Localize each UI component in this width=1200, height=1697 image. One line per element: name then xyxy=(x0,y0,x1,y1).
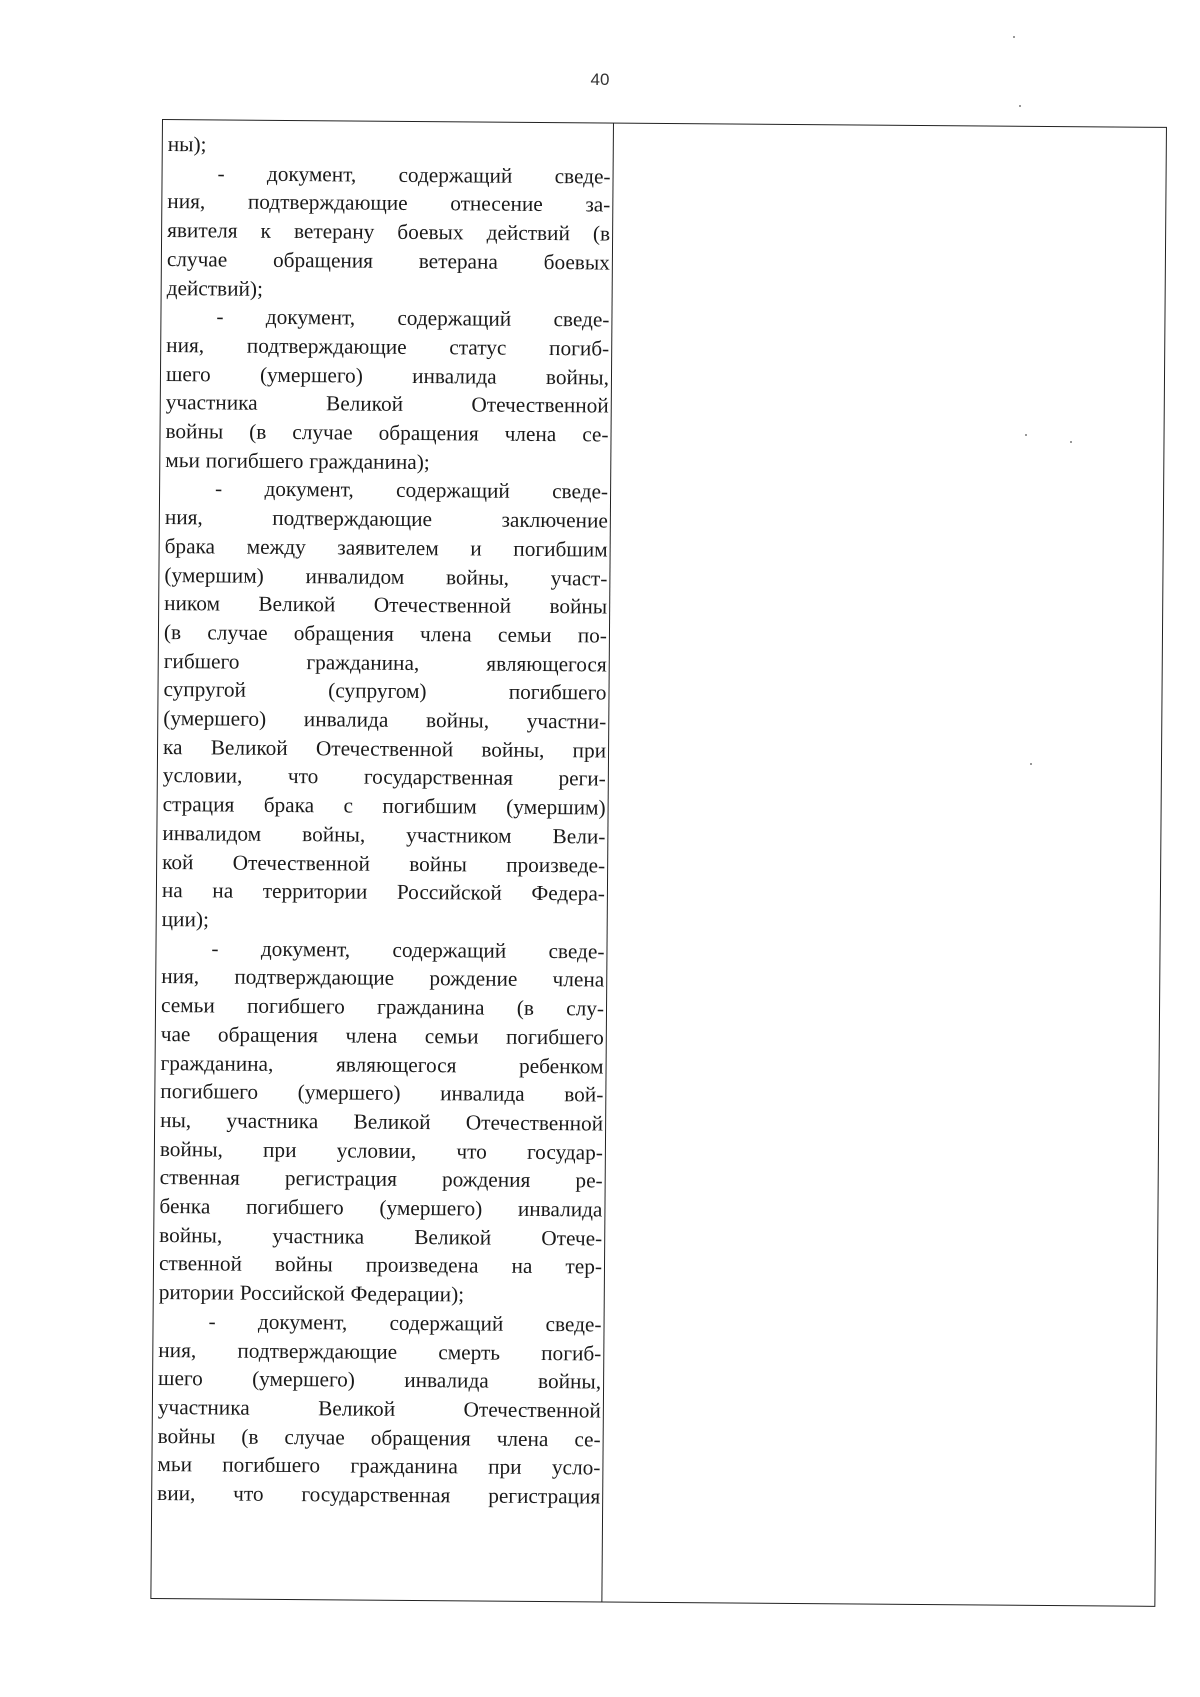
text-line: ственная регистрация рождения ре- xyxy=(159,1165,603,1193)
text-line: бенка погибшего (умершего) инвалида xyxy=(159,1194,603,1222)
text-line: гражданина, являющегося ребенком xyxy=(160,1050,604,1078)
text-line: ником Великой Отечественной войны xyxy=(164,591,608,619)
text-line: (в случае обращения члена семьи по- xyxy=(163,619,608,648)
text-line: страция брака с погибшим (умершим) xyxy=(162,792,606,820)
text-line: - документ, содержащий сведе- xyxy=(211,936,605,964)
text-line: - документ, содержащий сведе- xyxy=(215,476,609,504)
text-line: ны, участника Великой Отечественной xyxy=(160,1107,604,1136)
text-line: чае обращения члена семьи погибшего xyxy=(160,1021,604,1050)
text-line: ния, подтверждающие статус погиб- xyxy=(166,332,610,361)
text-line: (умершего) инвалида войны, участни- xyxy=(163,706,607,734)
text-line: участника Великой Отечественной xyxy=(165,390,609,418)
page-number: 40 xyxy=(590,70,610,89)
text-line: мьи погибшего гражданина при усло- xyxy=(157,1452,601,1480)
text-line: гибшего гражданина, являющегося xyxy=(163,648,607,677)
text-line: ния, подтверждающие заключение xyxy=(164,505,608,533)
text-line: ка Великой Отечественной войны, при xyxy=(162,734,607,763)
text-line: на на территории Российской Федера- xyxy=(161,878,606,906)
text-line: действий); xyxy=(166,275,264,301)
scan-speck xyxy=(1070,441,1072,443)
text-line: инвалидом войны, участником Вели- xyxy=(162,820,606,849)
text-line: шего (умершего) инвалида войны, xyxy=(158,1366,602,1394)
scan-speck xyxy=(1030,763,1032,765)
text-line: войны, участника Великой Отече- xyxy=(159,1222,603,1251)
text-line: шего (умершего) инвалида войны, xyxy=(165,361,610,390)
text-line: брака между заявителем и погибшим xyxy=(164,533,608,562)
text-line: ритории Российской Федерации); xyxy=(158,1280,465,1307)
text-line: - документ, содержащий сведе- xyxy=(216,304,610,332)
text-line: случае обращения ветерана боевых xyxy=(166,246,610,275)
text-line: семьи погибшего гражданина (в слу- xyxy=(160,993,605,1021)
scan-speck xyxy=(1025,434,1027,436)
left-cell-text xyxy=(157,130,611,1511)
table-cell-right xyxy=(602,124,1166,1606)
document-table xyxy=(150,119,1167,1607)
text-line: - документ, содержащий сведе- xyxy=(217,161,611,189)
text-line: условии, что государственная реги- xyxy=(162,763,606,791)
text-line: кой Отечественной войны произведе- xyxy=(162,849,606,878)
text-line: супругой (супругом) погибшего xyxy=(163,677,607,705)
text-line: войны (в случае обращения члена се- xyxy=(165,419,609,447)
text-line: ственной войны произведена на тер- xyxy=(158,1251,603,1279)
text-line: участника Великой Отечественной xyxy=(157,1394,601,1423)
text-line: (умершим) инвалидом войны, участ- xyxy=(164,562,608,591)
table-cell-left xyxy=(151,120,614,1601)
text-line: ции); xyxy=(161,907,210,932)
text-line: ния, подтверждающие отнесение за- xyxy=(167,189,611,217)
scan-speck xyxy=(1013,36,1015,38)
scan-speck xyxy=(1019,105,1021,107)
text-line: явителя к ветерану боевых действий (в xyxy=(167,218,611,246)
text-line: погибшего (умершего) инвалида вой- xyxy=(160,1079,604,1107)
text-line: войны, при условии, что государ- xyxy=(159,1136,603,1165)
text-line: ны); xyxy=(167,132,207,157)
text-line: войны (в случае обращения члена се- xyxy=(157,1423,601,1452)
text-line: ния, подтверждающие смерть погиб- xyxy=(158,1337,602,1366)
text-line: - документ, содержащий сведе- xyxy=(208,1309,602,1337)
text-line: мьи погибшего гражданина); xyxy=(165,447,430,474)
text-line: ния, подтверждающие рождение члена xyxy=(161,964,605,992)
text-line: вии, что государственная регистрация xyxy=(157,1481,601,1509)
